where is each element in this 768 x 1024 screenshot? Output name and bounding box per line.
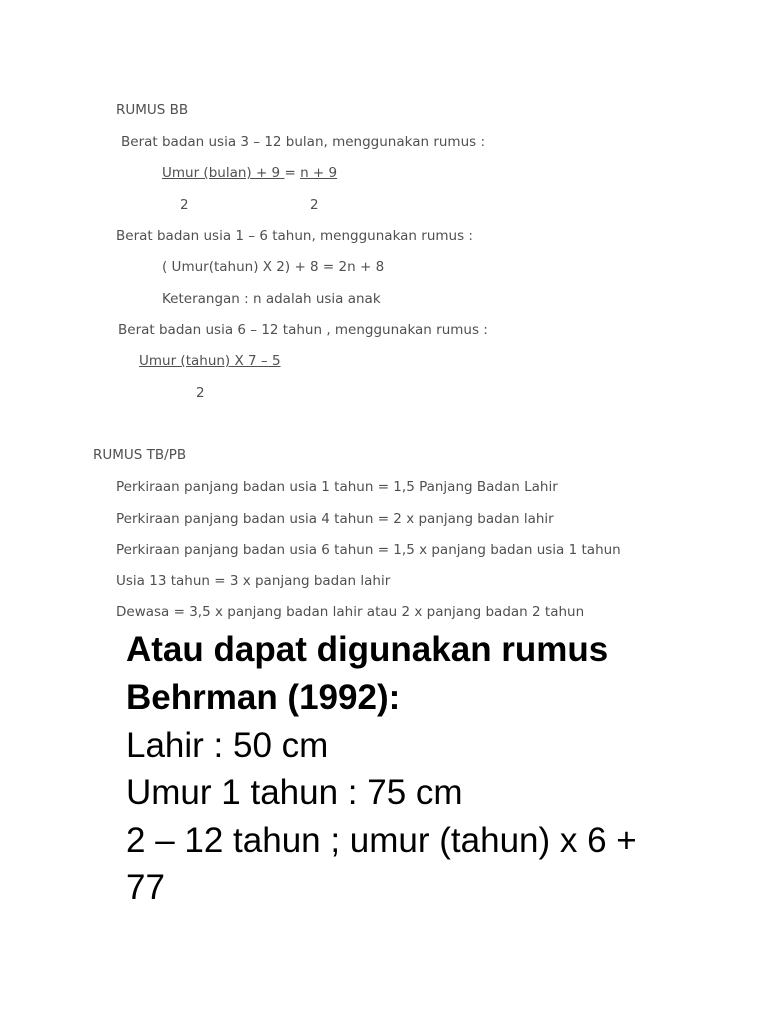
behrman-title-line-2: Behrman (1992):	[126, 678, 401, 717]
formula-1-numerator-left: Umur (bulan) + 9	[162, 165, 285, 181]
bb-line-3-12-bulan: Berat badan usia 3 – 12 bulan, menggunakan rumus :	[121, 134, 486, 150]
behrman-line-2-12-tahun: 2 – 12 tahun ; umur (tahun) x 6 +	[126, 821, 637, 860]
tb-item: Perkiraan panjang badan usia 1 tahun = 1,5 Panjang Badan Lahir	[116, 479, 558, 495]
formula-1-denominator-left: 2	[180, 197, 189, 213]
formula-1-denominator-right: 2	[310, 197, 319, 213]
formula-1-numerator-right: n + 9	[300, 165, 338, 181]
tb-item: Dewasa = 3,5 x panjang badan lahir atau 2 x panjang badan 2 tahun	[116, 604, 585, 620]
bb-line-1-6-tahun: Berat badan usia 1 – 6 tahun, menggunakan rumus :	[116, 228, 473, 244]
behrman-title-line-1: Atau dapat digunakan rumus	[126, 630, 609, 669]
behrman-line-77: 77	[126, 868, 165, 907]
formula-1-equals: =	[284, 165, 296, 181]
tb-item: Perkiraan panjang badan usia 6 tahun = 1,5 x panjang badan usia 1 tahun	[116, 542, 621, 558]
tb-item: Usia 13 tahun = 3 x panjang badan lahir	[116, 573, 391, 589]
tb-heading: RUMUS TB/PB	[93, 447, 187, 463]
bb-line-6-12-tahun: Berat badan usia 6 – 12 tahun , menggunakan rumus :	[118, 322, 488, 338]
behrman-line-umur-1-tahun: Umur 1 tahun : 75 cm	[126, 773, 463, 812]
behrman-line-lahir: Lahir : 50 cm	[126, 726, 329, 765]
bb-heading: RUMUS BB	[116, 102, 189, 118]
bb-note: Keterangan : n adalah usia anak	[162, 291, 381, 307]
bb-formula-1-numerator	[162, 165, 337, 181]
bb-formula-2: ( Umur(tahun) X 2) + 8 = 2n + 8	[162, 259, 385, 275]
bb-formula-3-denominator: 2	[196, 385, 205, 401]
bb-formula-3-numerator: Umur (tahun) X 7 – 5	[139, 353, 281, 369]
tb-item: Perkiraan panjang badan usia 4 tahun = 2 x panjang badan lahir	[116, 511, 554, 527]
